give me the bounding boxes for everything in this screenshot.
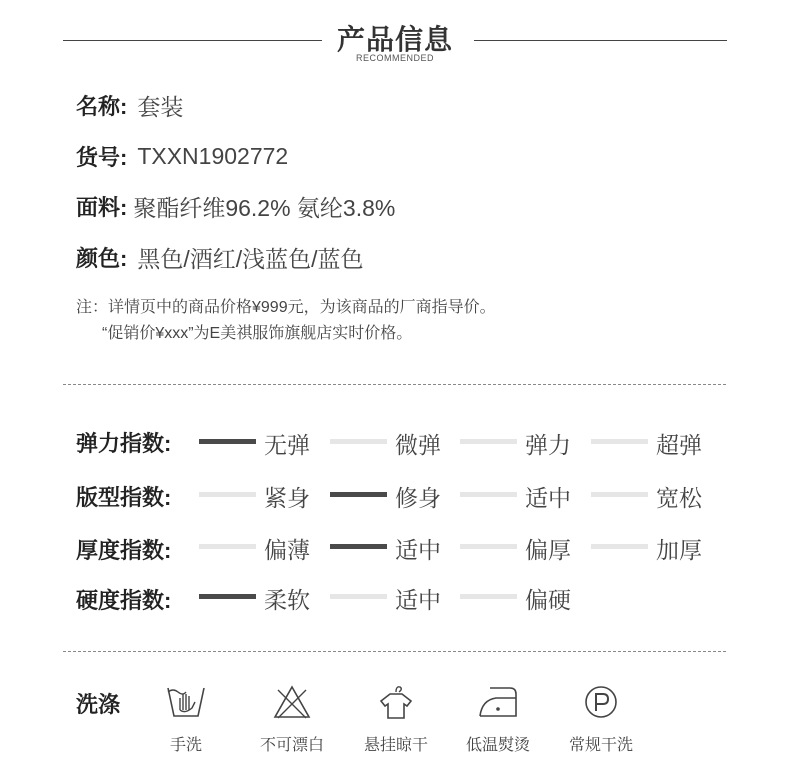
thickness-option: 偏厚	[525, 537, 571, 563]
hardness-label: 硬度指数:	[76, 588, 172, 613]
price-note: 注：详情页中的商品价格¥999元，为该商品的厂商指导价。	[76, 299, 496, 316]
fit-option: 紧身	[264, 485, 310, 511]
thickness-bar-3	[460, 544, 517, 549]
thickness-bar-2	[330, 544, 387, 549]
elasticity-bar-3	[460, 439, 517, 444]
care-label: 低温熨烫	[465, 737, 530, 754]
care-label: 手洗	[169, 737, 202, 754]
info-label: 货号:	[76, 144, 128, 170]
section-subtitle: RECOMMENDED	[355, 53, 434, 63]
care-label: 悬挂晾干	[363, 737, 428, 754]
info-row-fabric	[76, 190, 395, 222]
thickness-label: 厚度指数:	[76, 538, 172, 563]
care-label: 常规干洗	[568, 737, 633, 754]
fit-option: 适中	[525, 485, 571, 511]
fit-label: 版型指数:	[76, 485, 172, 510]
thickness-option: 适中	[395, 537, 441, 563]
info-label: 面料:	[76, 194, 128, 220]
elasticity-option: 超弹	[656, 432, 702, 458]
care-item-dry-clean	[551, 684, 651, 755]
info-value: 套装	[137, 93, 184, 120]
hardness-bar-1	[199, 594, 256, 599]
info-value: TXXN1902772	[137, 142, 289, 169]
elasticity-label: 弹力指数:	[76, 431, 172, 456]
info-row-name	[76, 89, 183, 121]
care-title: 洗涤	[76, 692, 121, 717]
fit-bar-1	[199, 492, 256, 497]
hang-dry-icon	[376, 684, 416, 720]
info-value: 聚酯纤维96.2% 氨纶3.8%	[133, 194, 396, 221]
dry-clean-icon	[581, 684, 621, 720]
care-item-no-bleach	[242, 684, 342, 755]
hardness-bar-2	[330, 594, 387, 599]
low-iron-icon	[476, 684, 520, 720]
thickness-bar-4	[591, 544, 648, 549]
care-item-hand-wash	[136, 684, 236, 755]
no-bleach-icon	[272, 684, 312, 720]
hand-wash-icon	[165, 684, 207, 720]
info-label: 颜色:	[76, 245, 128, 271]
hardness-option: 柔软	[264, 587, 310, 613]
info-row-sku	[76, 140, 288, 172]
thickness-option: 加厚	[656, 537, 702, 563]
elasticity-option: 弹力	[525, 432, 571, 458]
divider	[63, 651, 726, 652]
elasticity-bar-2	[330, 439, 387, 444]
care-item-low-iron	[448, 684, 548, 755]
fit-bar-2	[330, 492, 387, 497]
info-value: 黑色/酒红/浅蓝色/蓝色	[137, 245, 364, 272]
info-label: 名称:	[76, 93, 128, 119]
divider	[63, 384, 726, 385]
hardness-option: 适中	[395, 587, 441, 613]
elasticity-option: 微弹	[395, 432, 441, 458]
thickness-option: 偏薄	[264, 537, 310, 563]
promo-note: “促销价¥xxx”为E美祺服饰旗舰店实时价格。	[102, 325, 413, 342]
fit-bar-3	[460, 492, 517, 497]
care-label: 不可漂白	[259, 737, 324, 754]
fit-bar-4	[591, 492, 648, 497]
fit-option: 宽松	[656, 485, 702, 511]
fit-option: 修身	[395, 485, 441, 511]
info-row-color	[76, 241, 364, 273]
thickness-bar-1	[199, 544, 256, 549]
elasticity-bar-4	[591, 439, 648, 444]
section-title: 产品信息	[336, 24, 453, 55]
elasticity-option: 无弹	[264, 432, 310, 458]
care-item-hang-dry	[346, 684, 446, 755]
hardness-bar-3	[460, 594, 517, 599]
hardness-option: 偏硬	[525, 587, 571, 613]
elasticity-bar-1	[199, 439, 256, 444]
